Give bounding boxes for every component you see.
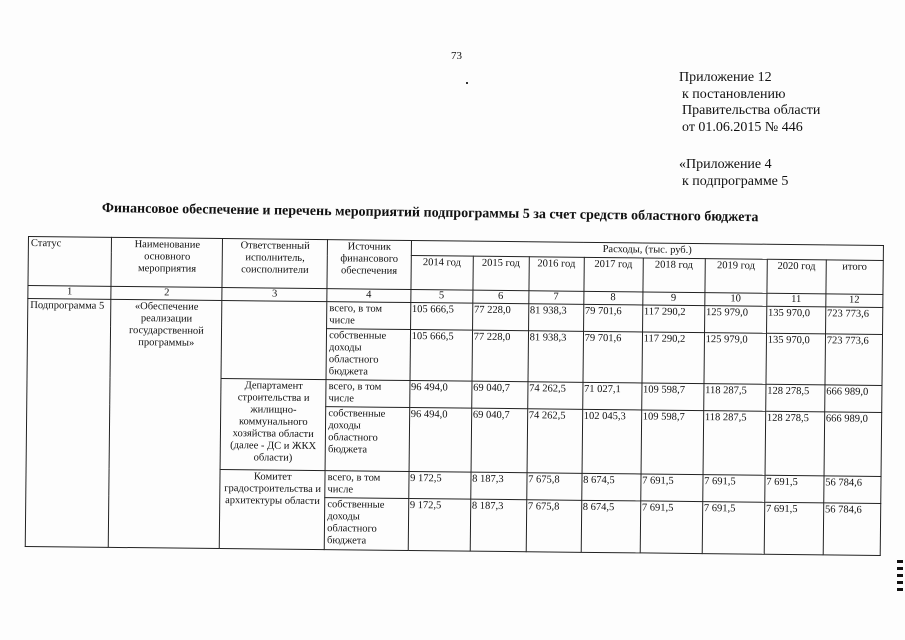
value-cell: 117 290,2 <box>642 332 705 384</box>
value-cell: 723 773,6 <box>825 334 883 386</box>
value-cell: 7 691,5 <box>765 475 824 503</box>
value-cell: 666 989,0 <box>824 412 882 477</box>
value-cell: 7 675,8 <box>526 500 581 553</box>
col-number: 4 <box>327 289 411 303</box>
value-cell: 8 674,5 <box>581 473 640 501</box>
value-cell: 96 494,0 <box>409 408 472 473</box>
scan-speck <box>466 82 468 84</box>
col-number: 5 <box>410 290 472 304</box>
appendix-line: «Приложение 4 <box>679 157 772 172</box>
col-number: 10 <box>705 293 767 307</box>
col-number: 9 <box>642 292 704 306</box>
col-number: 12 <box>826 294 883 308</box>
value-cell: 79 701,6 <box>583 331 643 383</box>
value-cell: 7 675,8 <box>526 473 581 501</box>
value-cell: 125 979,0 <box>704 333 767 385</box>
appendix-line: Правительства области <box>682 103 821 118</box>
header-year: 2020 год <box>767 259 826 294</box>
value-cell: 666 989,0 <box>825 385 882 413</box>
value-cell: 69 040,7 <box>471 408 528 473</box>
value-cell: 8 674,5 <box>581 500 641 553</box>
appendix-header <box>679 70 820 136</box>
header-year: 2017 год <box>584 257 643 292</box>
finance-table <box>25 236 884 556</box>
col-number: 7 <box>529 291 584 305</box>
source-cell: собственные доходы областного бюджета <box>324 498 408 551</box>
header-year: 2019 год <box>705 259 767 294</box>
value-cell: 81 938,3 <box>528 304 583 332</box>
executor-cell <box>221 301 327 380</box>
value-cell: 71 027,1 <box>582 382 641 410</box>
value-cell: 77 228,0 <box>472 330 528 382</box>
value-cell: 125 979,0 <box>704 306 766 334</box>
col-number: 2 <box>111 286 222 300</box>
value-cell: 135 970,0 <box>766 306 825 334</box>
value-cell: 7 691,5 <box>702 502 765 555</box>
value-cell: 7 691,5 <box>640 474 702 502</box>
header-year: 2016 год <box>529 257 584 292</box>
value-cell: 8 187,3 <box>470 472 526 500</box>
value-cell: 102 045,3 <box>582 409 642 474</box>
col-number: 8 <box>583 291 642 305</box>
value-cell: 7 691,5 <box>764 502 824 555</box>
source-cell: собственные доходы областного бюджета <box>326 329 410 381</box>
header-source: Источник финансового обеспечения <box>327 240 411 290</box>
header-total: итого <box>826 260 884 295</box>
value-cell: 105 666,5 <box>410 330 473 382</box>
value-cell: 9 172,5 <box>408 498 471 551</box>
appendix-line: от 01.06.2015 № 446 <box>682 119 803 135</box>
value-cell: 118 287,5 <box>703 384 765 412</box>
value-cell: 128 278,5 <box>765 411 825 476</box>
executor-cell: Департамент строительства и жилищно-коммунального хозяйства области (далее - ДС и ЖКХ области) <box>220 379 326 471</box>
value-cell: 7 691,5 <box>702 475 764 503</box>
source-cell: всего, в том числе <box>327 302 411 330</box>
finance-table-wrapper <box>25 236 884 556</box>
source-cell: собственные доходы областного бюджета <box>325 407 409 472</box>
document-title: Финансовое обеспечение и перечень мероприятий подпрограммы 5 за счет средств областного бюджета <box>101 201 759 226</box>
col-number: 6 <box>473 290 529 304</box>
appendix-line: к постановлению <box>682 86 786 102</box>
value-cell: 56 784,6 <box>823 503 881 556</box>
value-cell: 105 666,5 <box>410 303 472 331</box>
value-cell: 81 938,3 <box>528 331 583 383</box>
value-cell: 7 691,5 <box>640 501 703 554</box>
header-year: 2014 год <box>411 256 473 291</box>
source-cell: всего, в том числе <box>326 380 410 408</box>
value-cell: 96 494,0 <box>409 381 471 409</box>
value-cell: 135 970,0 <box>766 333 826 385</box>
value-cell: 9 172,5 <box>408 471 470 499</box>
header-year: 2018 год <box>643 258 705 293</box>
executor-cell: Комитет градостроительства и архитектуры области <box>220 470 326 550</box>
header-executor: Ответственный исполнитель, соисполнители <box>222 239 327 289</box>
value-cell: 723 773,6 <box>825 307 882 335</box>
value-cell: 69 040,7 <box>471 381 527 409</box>
page-number: 73 <box>451 50 462 62</box>
value-cell: 109 598,7 <box>641 383 703 411</box>
col-number: 3 <box>222 288 327 302</box>
value-cell: 79 701,6 <box>583 304 642 332</box>
col-number: 1 <box>28 286 112 300</box>
value-cell: 118 287,5 <box>703 411 766 476</box>
value-cell: 74 262,5 <box>527 382 582 410</box>
header-status: Статус <box>28 237 112 287</box>
value-cell: 74 262,5 <box>527 409 583 474</box>
appendix-line: к подпрограмме 5 <box>682 173 789 189</box>
col-number: 11 <box>767 293 826 307</box>
scan-edge-marks <box>897 560 903 595</box>
appendix-header-2 <box>679 157 788 190</box>
header-name: Наименование основного мероприятия <box>111 237 222 287</box>
value-cell: 117 290,2 <box>642 305 704 333</box>
header-expenses: Расходы, (тыс. руб.) <box>411 241 883 261</box>
value-cell: 77 228,0 <box>472 303 528 331</box>
value-cell: 56 784,6 <box>824 476 881 504</box>
value-cell: 8 187,3 <box>470 499 527 552</box>
value-cell: 128 278,5 <box>766 384 825 412</box>
header-year: 2015 год <box>473 256 529 291</box>
status-cell: Подпрограмма 5 <box>25 299 111 548</box>
appendix-line: Приложение 12 <box>679 70 772 85</box>
source-cell: всего, в том числе <box>325 471 409 499</box>
value-cell: 109 598,7 <box>641 410 704 475</box>
activity-name-cell: «Обеспечение реализации государственной программы» <box>109 299 223 548</box>
